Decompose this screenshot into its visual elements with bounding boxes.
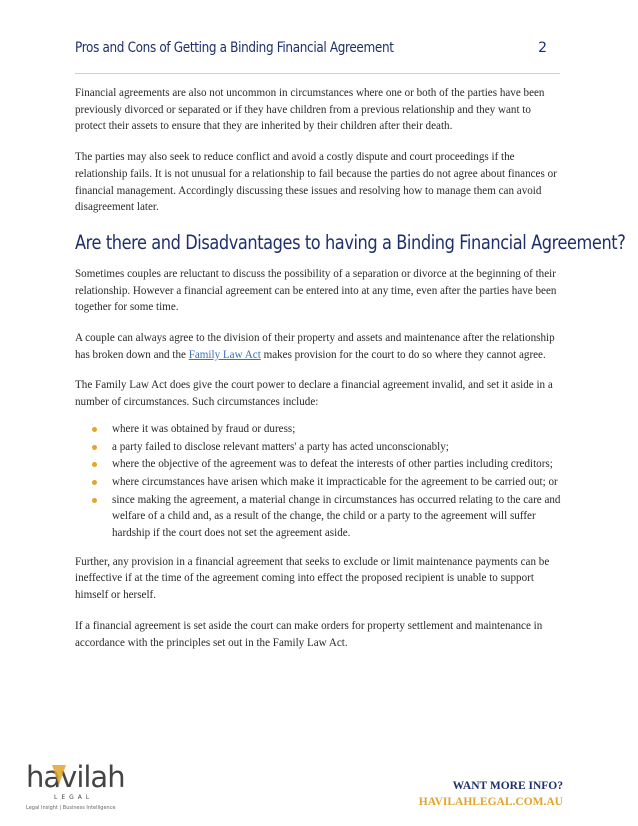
bullet-icon: [92, 498, 97, 503]
page-number: 2: [538, 40, 547, 56]
bullet-icon: [92, 480, 97, 485]
website-link[interactable]: HAVILAHLEGAL.COM.AU: [418, 796, 563, 808]
havilah-legal-logo: [24, 760, 125, 812]
logo-tagline: Legal Insight | Business Intelligence: [26, 805, 116, 811]
paragraph-1: Sometimes couples are reluctant to discuss the possibility of a separation or divorce at the beginning of their relationship. However a financial agreement can be entered into at any time, even after the parties have been together for some time.: [75, 267, 557, 314]
logo-wordmark: havilah: [26, 760, 125, 794]
family-law-act-link[interactable]: Family Law Act: [188, 348, 261, 361]
circumstances-list: [75, 421, 563, 542]
header-divider: [75, 73, 560, 74]
paragraph-2-text-after: makes provision for the court to do so where they cannot agree.: [260, 348, 546, 361]
intro-paragraph-1: Financial agreements are also not uncommon in circumstances where one or both of the parties have been previously divorced or separated or if they have children from a previous relationship and they want to protect their assets to ensure that they are inherited by their children after their death.: [75, 87, 545, 133]
list-item-text: where circumstances have arisen which make it impracticable for the agreement to be carried out; or: [112, 475, 558, 488]
list-item-text: since making the agreement, a material change in circumstances has occurred relating to the care and welfare of a child and, as a result of the change, the child or a party to the agreement will suffer hardship if the court does not set the agreement aside.: [112, 493, 561, 540]
document-body: [75, 85, 626, 665]
bullet-icon: [92, 445, 97, 450]
list-item-text: where the objective of the agreement was to defeat the interests of other parties including creditors;: [112, 458, 553, 471]
bullet-icon: [92, 462, 97, 467]
logo-accent-icon: [52, 765, 66, 785]
section-heading: Are there and Disadvantages to having a Binding Financial Agreement?: [75, 230, 626, 254]
page-header: [75, 40, 547, 62]
list-item-text: a party failed to disclose relevant matters' a party has acted unconscionably;: [112, 440, 449, 453]
paragraph-2-text-before: A couple can always agree to the division of their property and assets and maintenance after the relationship has broken down and the: [75, 332, 555, 361]
paragraph-5: If a financial agreement is set aside the court can make orders for property settlement and maintenance in accordance with the principles set out in the Family Law Act.: [75, 619, 543, 649]
list-item: [75, 421, 563, 438]
list-item-text: where it was obtained by fraud or duress;: [112, 422, 296, 435]
list-item: [75, 492, 563, 542]
paragraph-3: The Family Law Act does give the court power to declare a financial agreement invalid, and set it aside in a number of circumstances. Such circumstances include:: [75, 379, 553, 409]
list-item: [75, 474, 563, 491]
list-item: [75, 439, 563, 456]
paragraph-2: [75, 330, 563, 363]
cta-heading: WANT MORE INFO?: [452, 780, 563, 792]
footer-cta: [419, 780, 563, 808]
logo-subtitle: LEGAL: [54, 794, 94, 801]
paragraph-4: Further, any provision in a financial agreement that seeks to exclude or limit maintenance payments can be ineffective if at the time of the agreement coming into effect the proposed recipient is unable to support himself or herself.: [75, 555, 550, 602]
intro-paragraph-2: The parties may also seek to reduce conflict and avoid a costly dispute and court proceedings if the relationship fails. It is not unusual for a relationship to fail because the parties do not agree about finances or financial management. Accordingly discussing these issues and resolving how to manage them can avoid disagreement later.: [75, 151, 557, 214]
header-title: Pros and Cons of Getting a Binding Financial Agreement: [75, 40, 394, 56]
list-item: [75, 456, 563, 473]
bullet-icon: [92, 427, 97, 432]
